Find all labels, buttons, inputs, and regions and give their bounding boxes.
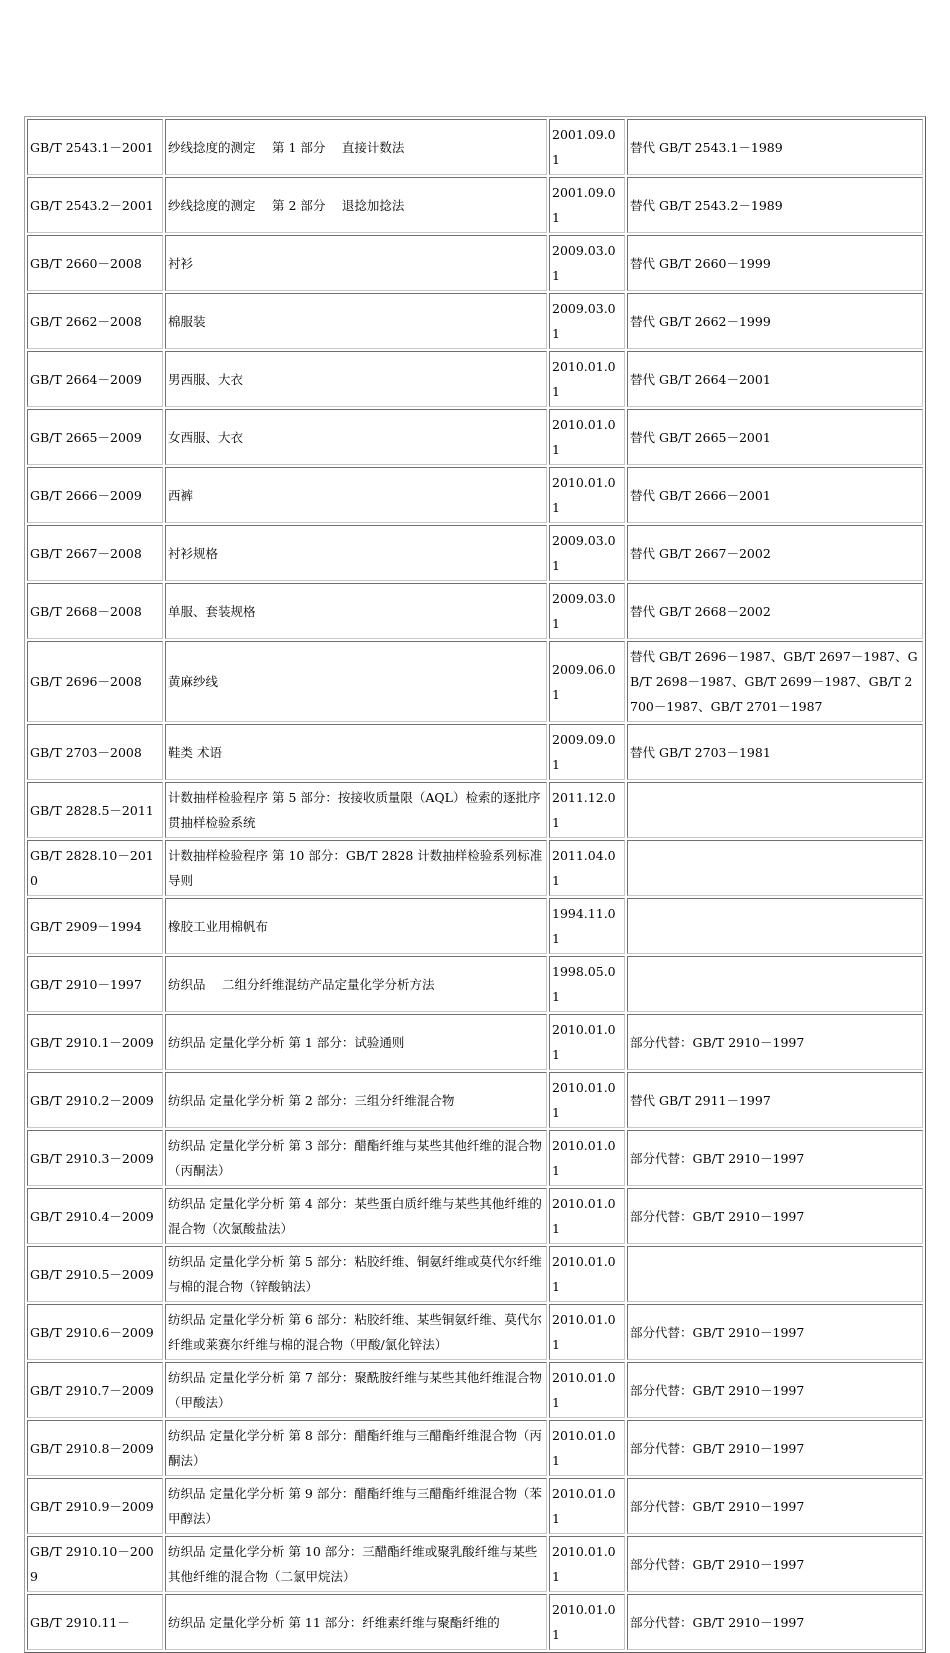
effective-date-cell: 2010.01.01 (549, 1594, 625, 1650)
standard-title-cell: 计数抽样检验程序 第 10 部分：GB/T 2828 计数抽样检验系列标准导则 (165, 840, 547, 896)
replacement-note-cell (627, 956, 923, 1012)
replacement-note-cell: 部分代替：GB/T 2910－1997 (627, 1478, 923, 1534)
standard-title-cell: 纺织品 定量化学分析 第 8 部分：醋酯纤维与三醋酯纤维混合物（丙酮法） (165, 1420, 547, 1476)
standard-number-cell: GB/T 2910.3－2009 (27, 1130, 163, 1186)
replacement-note-cell: 部分代替：GB/T 2910－1997 (627, 1594, 923, 1650)
replacement-note-cell: 替代 GB/T 2543.2－1989 (627, 177, 923, 233)
replacement-note-cell: 部分代替：GB/T 2910－1997 (627, 1304, 923, 1360)
standard-title-cell: 纱线捻度的测定 第 2 部分 退捻加捻法 (165, 177, 547, 233)
table-row (27, 235, 923, 291)
standard-number-cell: GB/T 2910.6－2009 (27, 1304, 163, 1360)
effective-date-cell: 2010.01.01 (549, 351, 625, 407)
effective-date-cell: 2010.01.01 (549, 1304, 625, 1360)
replacement-note-cell: 替代 GB/T 2543.1－1989 (627, 119, 923, 175)
standard-number-cell: GB/T 2668－2008 (27, 583, 163, 639)
effective-date-cell: 2010.01.01 (549, 1420, 625, 1476)
standard-number-cell: GB/T 2664－2009 (27, 351, 163, 407)
standard-title-cell: 纺织品 定量化学分析 第 1 部分：试验通则 (165, 1014, 547, 1070)
effective-date-cell: 2010.01.01 (549, 1072, 625, 1128)
standard-title-cell: 衬衫规格 (165, 525, 547, 581)
standard-number-cell: GB/T 2662－2008 (27, 293, 163, 349)
table-row (27, 956, 923, 1012)
standard-title-cell: 橡胶工业用棉帆布 (165, 898, 547, 954)
effective-date-cell: 2011.12.01 (549, 782, 625, 838)
standard-title-cell: 纺织品 定量化学分析 第 11 部分：纤维素纤维与聚酯纤维的 (165, 1594, 547, 1650)
effective-date-cell: 2010.01.01 (549, 1130, 625, 1186)
standard-title-cell: 纺织品 定量化学分析 第 10 部分：三醋酯纤维或聚乳酸纤维与某些其他纤维的混合物（二氯甲烷法） (165, 1536, 547, 1592)
replacement-note-cell: 替代 GB/T 2666－2001 (627, 467, 923, 523)
table-row (27, 1014, 923, 1070)
standard-number-cell: GB/T 2665－2009 (27, 409, 163, 465)
table-row (27, 898, 923, 954)
table-row (27, 1246, 923, 1302)
replacement-note-cell: 替代 GB/T 2664－2001 (627, 351, 923, 407)
table-row (27, 119, 923, 175)
table-row (27, 177, 923, 233)
table-row (27, 724, 923, 780)
table-row (27, 1420, 923, 1476)
standard-number-cell: GB/T 2828.10－2010 (27, 840, 163, 896)
standard-number-cell: GB/T 2909－1994 (27, 898, 163, 954)
table-row (27, 293, 923, 349)
standard-title-cell: 男西服、大衣 (165, 351, 547, 407)
effective-date-cell: 1998.05.01 (549, 956, 625, 1012)
standard-number-cell: GB/T 2543.1－2001 (27, 119, 163, 175)
effective-date-cell: 1994.11.01 (549, 898, 625, 954)
replacement-note-cell: 部分代替：GB/T 2910－1997 (627, 1014, 923, 1070)
standard-title-cell: 单服、套装规格 (165, 583, 547, 639)
standard-title-cell: 纺织品 二组分纤维混纺产品定量化学分析方法 (165, 956, 547, 1012)
table-row (27, 467, 923, 523)
table-row (27, 525, 923, 581)
standard-title-cell: 纺织品 定量化学分析 第 5 部分：粘胶纤维、铜氨纤维或莫代尔纤维与棉的混合物（锌酸钠法） (165, 1246, 547, 1302)
replacement-note-cell (627, 782, 923, 838)
standard-title-cell: 纺织品 定量化学分析 第 9 部分：醋酯纤维与三醋酯纤维混合物（苯甲醇法） (165, 1478, 547, 1534)
standard-title-cell: 纱线捻度的测定 第 1 部分 直接计数法 (165, 119, 547, 175)
table-row (27, 1304, 923, 1360)
standard-title-cell: 纺织品 定量化学分析 第 6 部分：粘胶纤维、某些铜氨纤维、莫代尔纤维或莱赛尔纤维与棉的混合物（甲酸/氯化锌法） (165, 1304, 547, 1360)
replacement-note-cell: 部分代替：GB/T 2910－1997 (627, 1188, 923, 1244)
standard-number-cell: GB/T 2910－1997 (27, 956, 163, 1012)
standard-number-cell: GB/T 2696－2008 (27, 641, 163, 722)
effective-date-cell: 2010.01.01 (549, 409, 625, 465)
standard-number-cell: GB/T 2543.2－2001 (27, 177, 163, 233)
replacement-note-cell (627, 1246, 923, 1302)
standard-number-cell: GB/T 2910.1－2009 (27, 1014, 163, 1070)
table-row (27, 1188, 923, 1244)
replacement-note-cell: 替代 GB/T 2667－2002 (627, 525, 923, 581)
standard-title-cell: 西裤 (165, 467, 547, 523)
table-row (27, 782, 923, 838)
replacement-note-cell: 替代 GB/T 2665－2001 (627, 409, 923, 465)
standard-number-cell: GB/T 2660－2008 (27, 235, 163, 291)
effective-date-cell: 2001.09.01 (549, 119, 625, 175)
standard-title-cell: 女西服、大衣 (165, 409, 547, 465)
replacement-note-cell: 替代 GB/T 2696－1987、GB/T 2697－1987、GB/T 2698－1987、GB/T 2699－1987、GB/T 2700－1987、GB/T 2701－1987 (627, 641, 923, 722)
effective-date-cell: 2010.01.01 (549, 467, 625, 523)
standard-title-cell: 衬衫 (165, 235, 547, 291)
replacement-note-cell: 部分代替：GB/T 2910－1997 (627, 1420, 923, 1476)
replacement-note-cell (627, 898, 923, 954)
effective-date-cell: 2009.03.01 (549, 235, 625, 291)
standard-number-cell: GB/T 2828.5－2011 (27, 782, 163, 838)
replacement-note-cell: 替代 GB/T 2703－1981 (627, 724, 923, 780)
effective-date-cell: 2001.09.01 (549, 177, 625, 233)
standard-number-cell: GB/T 2666－2009 (27, 467, 163, 523)
standard-number-cell: GB/T 2667－2008 (27, 525, 163, 581)
standard-title-cell: 棉服装 (165, 293, 547, 349)
table-row (27, 409, 923, 465)
standards-table-body (27, 119, 923, 1650)
standard-title-cell: 黄麻纱线 (165, 641, 547, 722)
effective-date-cell: 2010.01.01 (549, 1478, 625, 1534)
table-row (27, 1072, 923, 1128)
standard-title-cell: 纺织品 定量化学分析 第 4 部分：某些蛋白质纤维与某些其他纤维的混合物（次氯酸盐法） (165, 1188, 547, 1244)
replacement-note-cell: 部分代替：GB/T 2910－1997 (627, 1536, 923, 1592)
effective-date-cell: 2009.06.01 (549, 641, 625, 722)
standard-number-cell: GB/T 2910.5－2009 (27, 1246, 163, 1302)
standard-number-cell: GB/T 2703－2008 (27, 724, 163, 780)
replacement-note-cell: 替代 GB/T 2662－1999 (627, 293, 923, 349)
table-row (27, 1594, 923, 1650)
standard-title-cell: 纺织品 定量化学分析 第 2 部分：三组分纤维混合物 (165, 1072, 547, 1128)
table-row (27, 583, 923, 639)
replacement-note-cell: 部分代替：GB/T 2910－1997 (627, 1362, 923, 1418)
effective-date-cell: 2010.01.01 (549, 1246, 625, 1302)
standard-title-cell: 纺织品 定量化学分析 第 3 部分：醋酯纤维与某些其他纤维的混合物（丙酮法） (165, 1130, 547, 1186)
table-row (27, 1536, 923, 1592)
effective-date-cell: 2010.01.01 (549, 1188, 625, 1244)
effective-date-cell: 2009.03.01 (549, 525, 625, 581)
standard-number-cell: GB/T 2910.11－ (27, 1594, 163, 1650)
replacement-note-cell: 替代 GB/T 2660－1999 (627, 235, 923, 291)
replacement-note-cell (627, 840, 923, 896)
standard-title-cell: 鞋类 术语 (165, 724, 547, 780)
standards-table (24, 116, 926, 1653)
effective-date-cell: 2009.03.01 (549, 583, 625, 639)
table-row (27, 641, 923, 722)
standard-number-cell: GB/T 2910.2－2009 (27, 1072, 163, 1128)
replacement-note-cell: 部分代替：GB/T 2910－1997 (627, 1130, 923, 1186)
effective-date-cell: 2010.01.01 (549, 1014, 625, 1070)
table-row (27, 1362, 923, 1418)
standard-number-cell: GB/T 2910.10－2009 (27, 1536, 163, 1592)
standard-number-cell: GB/T 2910.4－2009 (27, 1188, 163, 1244)
replacement-note-cell: 替代 GB/T 2668－2002 (627, 583, 923, 639)
standard-title-cell: 纺织品 定量化学分析 第 7 部分：聚酰胺纤维与某些其他纤维混合物（甲酸法） (165, 1362, 547, 1418)
table-row (27, 1130, 923, 1186)
standard-number-cell: GB/T 2910.8－2009 (27, 1420, 163, 1476)
replacement-note-cell: 替代 GB/T 2911－1997 (627, 1072, 923, 1128)
effective-date-cell: 2011.04.01 (549, 840, 625, 896)
effective-date-cell: 2009.09.01 (549, 724, 625, 780)
table-row (27, 351, 923, 407)
effective-date-cell: 2010.01.01 (549, 1362, 625, 1418)
standard-title-cell: 计数抽样检验程序 第 5 部分：按接收质量限（AQL）检索的逐批序贯抽样检验系统 (165, 782, 547, 838)
effective-date-cell: 2010.01.01 (549, 1536, 625, 1592)
table-row (27, 840, 923, 896)
standard-number-cell: GB/T 2910.9－2009 (27, 1478, 163, 1534)
table-row (27, 1478, 923, 1534)
standard-number-cell: GB/T 2910.7－2009 (27, 1362, 163, 1418)
effective-date-cell: 2009.03.01 (549, 293, 625, 349)
